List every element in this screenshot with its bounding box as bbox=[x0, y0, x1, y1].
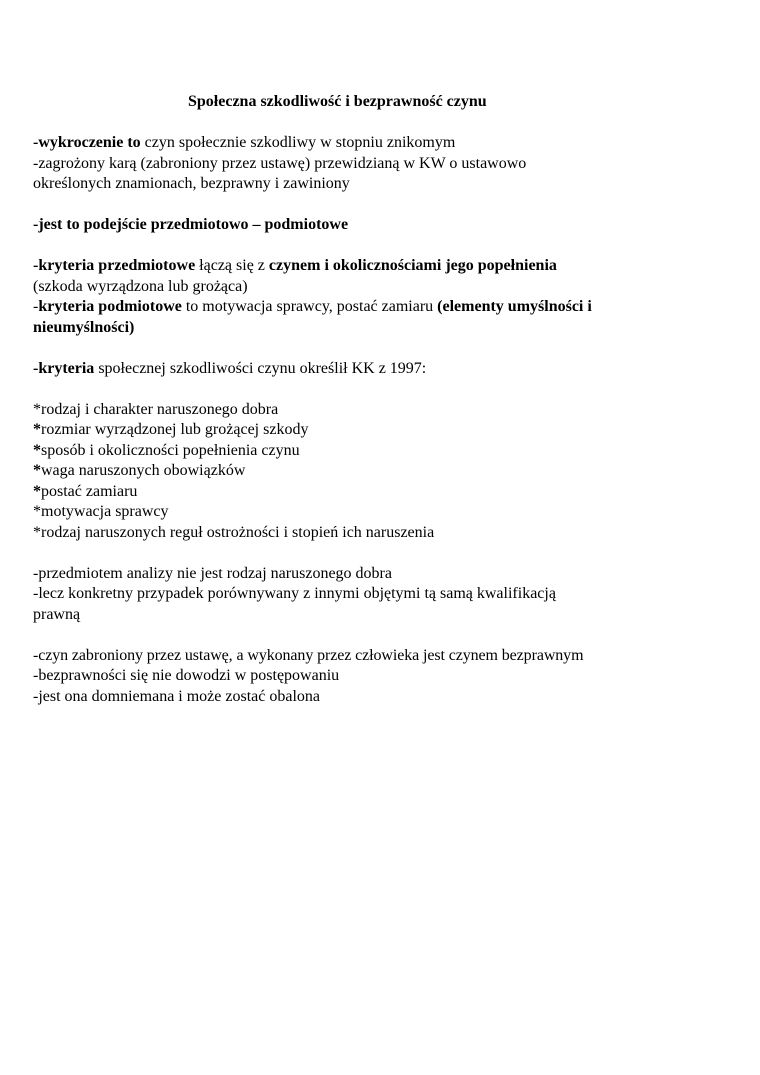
paragraph-1-line-2: -zagrożony karą (zabroniony przez ustawę) przewidzianą w KW o ustawowo bbox=[33, 154, 527, 172]
document-title: Społeczna szkodliwość i bezprawność czynu bbox=[188, 93, 487, 110]
list-bullet: * bbox=[33, 503, 41, 520]
paragraph-4-line-1 bbox=[33, 359, 733, 380]
list-bullet: * bbox=[33, 421, 41, 438]
paragraph-6-line-3: -jest ona domniemana i może zostać obalona bbox=[33, 687, 321, 705]
paragraph-5-line-3: prawną bbox=[33, 605, 81, 623]
paragraph-3-line-2: (szkoda wyrządzona lub grożąca) bbox=[33, 277, 248, 295]
term-wykroczenie: -wykroczenie to bbox=[33, 134, 141, 151]
spacer bbox=[33, 195, 733, 216]
list-bullet: * bbox=[33, 482, 41, 500]
connector-text: łączą się z bbox=[195, 257, 269, 274]
dash: - bbox=[33, 298, 39, 315]
criteria-intro-text: społecznej szkodliwości czynu określił KK z 1997: bbox=[94, 359, 427, 377]
list-item-text: rodzaj naruszonych reguł ostrożności i stopień ich naruszenia bbox=[41, 523, 435, 541]
list-bullet: * bbox=[33, 523, 41, 541]
spacer bbox=[33, 236, 733, 257]
paragraph-6-line-2: -bezprawności się nie dowodzi w postępowaniu bbox=[33, 667, 340, 684]
list-item-text: postać zamiaru bbox=[41, 482, 138, 500]
connector-text: to motywacja sprawcy, postać zamiaru bbox=[181, 298, 438, 315]
paragraph-1-line-3: określonych znamionach, bezprawny i zawiniony bbox=[33, 175, 350, 192]
emphasis-text: czynem i okolicznościami jego popełnienia bbox=[268, 257, 557, 274]
list-item bbox=[33, 502, 733, 523]
spacer bbox=[33, 379, 733, 400]
list-bullet: * bbox=[33, 462, 41, 479]
document-body bbox=[33, 133, 733, 707]
paragraph-2-line-1: -jest to podejście przedmiotowo – podmiotowe bbox=[33, 216, 349, 233]
list-item-text: sposób i okoliczności popełnienia czynu bbox=[41, 441, 300, 459]
spacer bbox=[33, 338, 733, 359]
paragraph-3-line-3 bbox=[33, 297, 733, 318]
paragraph-5-line-2: -lecz konkretny przypadek porównywany z innymi objętymi tą samą kwalifikacją bbox=[33, 585, 556, 602]
list-item bbox=[33, 482, 733, 503]
paragraph-6-line-1: -czyn zabroniony przez ustawę, a wykonany przez człowieka jest czynem bezprawnym bbox=[33, 646, 584, 664]
paragraph-3-line-4: nieumyślności) bbox=[33, 318, 135, 336]
list-item bbox=[33, 461, 733, 482]
list-item bbox=[33, 441, 733, 462]
list-bullet: * bbox=[33, 441, 41, 459]
paragraph-3-line-1 bbox=[33, 256, 733, 277]
term-kryteria-przedmiotowe: -kryteria przedmiotowe bbox=[33, 257, 196, 274]
list-item-text: motywacja sprawcy bbox=[41, 503, 169, 520]
spacer bbox=[33, 543, 733, 564]
list-item bbox=[33, 400, 733, 421]
list-item-text: waga naruszonych obowiązków bbox=[41, 462, 246, 479]
list-item bbox=[33, 420, 733, 441]
spacer bbox=[33, 625, 733, 646]
term-kryteria: -kryteria bbox=[33, 359, 95, 377]
list-item bbox=[33, 523, 733, 544]
paragraph-1-line-1 bbox=[33, 133, 733, 154]
paragraph-5-line-1: -przedmiotem analizy nie jest rodzaj naruszonego dobra bbox=[33, 564, 392, 582]
list-bullet: * bbox=[33, 400, 41, 418]
list-item-text: rozmiar wyrządzonej lub grożącej szkody bbox=[41, 421, 309, 438]
emphasis-text: (elementy umyślności i bbox=[437, 298, 592, 315]
definition-text: czyn społecznie szkodliwy w stopniu znikomym bbox=[140, 134, 456, 151]
list-item-text: rodzaj i charakter naruszonego dobra bbox=[41, 400, 279, 418]
term-kryteria-podmiotowe: kryteria podmiotowe bbox=[38, 298, 182, 315]
